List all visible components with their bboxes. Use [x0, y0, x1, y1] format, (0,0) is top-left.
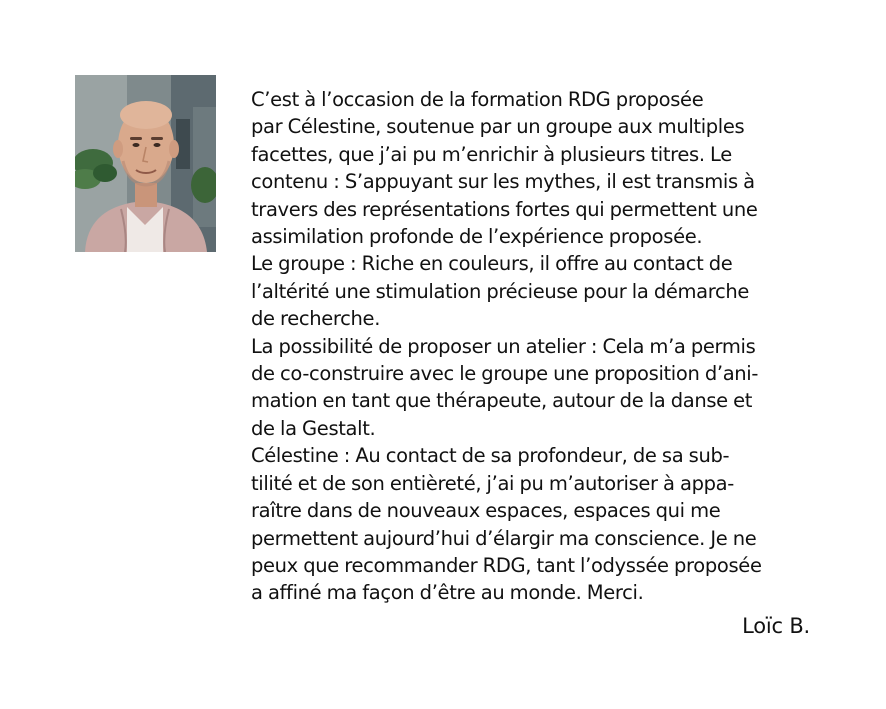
testimonial-line: mation en tant que thérapeute, autour de la danse et — [251, 389, 753, 413]
testimonial-line: raître dans de nouveaux espaces, espaces qui me — [251, 499, 721, 523]
testimonial-text — [251, 86, 821, 607]
testimonial-line: de recherche. — [251, 307, 381, 331]
testimonial-line: facettes, que j’ai pu m’enrichir à plusieurs titres. Le — [251, 142, 732, 166]
testimonial-line: La possibilité de proposer un atelier : Cela m’a permis — [251, 334, 756, 358]
testimonial-line: a affiné ma façon d’être au monde. Merci. — [251, 581, 644, 605]
testimonial-line: contenu : S’appuyant sur les mythes, il est transmis à — [251, 170, 755, 194]
testimonial-line: peux que recommander RDG, tant l’odyssée proposée — [251, 553, 762, 577]
testimonial-line: C’est à l’occasion de la formation RDG proposée — [251, 88, 704, 111]
testimonial-line: Le groupe : Riche en couleurs, il offre au contact de — [251, 252, 733, 276]
author-signature: Loïc B. — [742, 614, 810, 638]
testimonial-line: permettent aujourd’hui d’élargir ma conscience. Je ne — [251, 526, 757, 550]
testimonial-line: l’altérité une stimulation précieuse pour la démarche — [251, 279, 750, 303]
person-portrait-icon — [75, 75, 216, 252]
testimonial-line: Célestine : Au contact de sa profondeur, de sa sub- — [251, 444, 730, 468]
testimonial-line: de co-construire avec le groupe une proposition d’ani- — [251, 362, 759, 386]
testimonial-line: par Célestine, soutenue par un groupe aux multiples — [251, 115, 745, 139]
testimonial-line: de la Gestalt. — [251, 416, 376, 440]
testimonial-line: tilité et de son entièreté, j’ai pu m’autoriser à appa- — [251, 471, 734, 495]
testimonial-line: travers des représentations fortes qui permettent une — [251, 197, 758, 221]
portrait-photo — [75, 75, 216, 252]
testimonial-line: assimilation profonde de l’expérience proposée. — [251, 225, 703, 249]
